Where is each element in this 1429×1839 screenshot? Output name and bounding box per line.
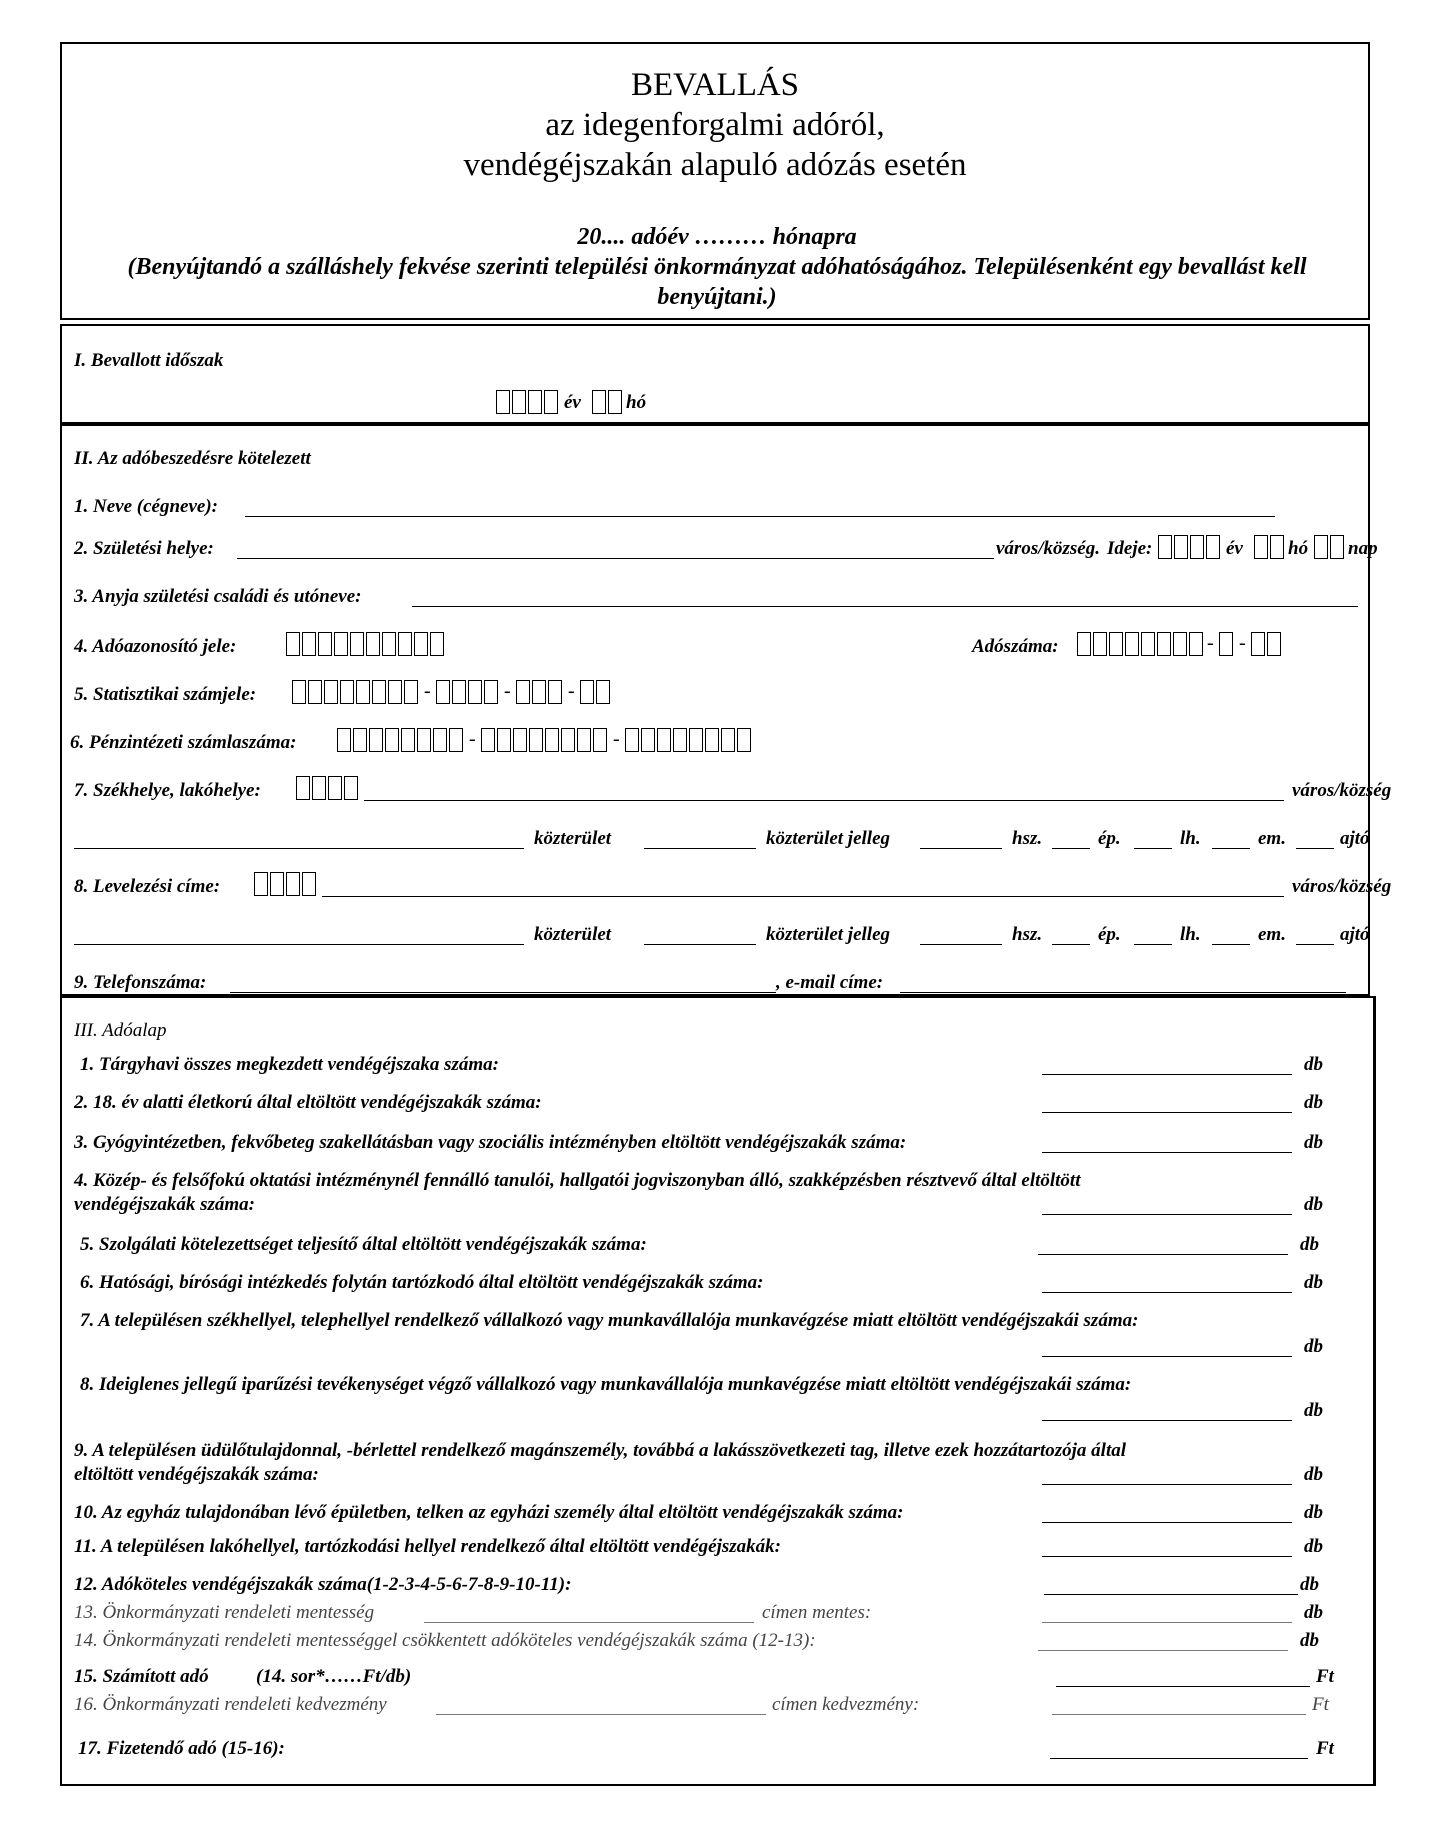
row-17-label: 17. Fizetendő adó (15-16): (78, 1738, 285, 1759)
row-8-field[interactable] (1042, 1420, 1292, 1421)
row-13-label: 13. Önkormányzati rendeleti mentesség (74, 1602, 375, 1623)
seat-building-field[interactable] (1052, 848, 1090, 849)
mother-name-field[interactable] (412, 606, 1358, 607)
row-13-label-suffix: címen mentes: (762, 1602, 872, 1623)
row-16-title-field[interactable] (436, 1714, 766, 1715)
row-10-field[interactable] (1042, 1522, 1292, 1523)
tax-number-boxes-2[interactable] (1219, 632, 1235, 658)
row-17-unit: Ft (1316, 1738, 1334, 1759)
tax-id-boxes[interactable] (286, 632, 446, 658)
email-field[interactable] (900, 992, 1346, 993)
row-12-unit: db (1300, 1574, 1319, 1595)
row-7-unit: db (1304, 1336, 1323, 1357)
mail-street-field[interactable] (74, 944, 524, 945)
row-8-label: 8. Ideiglenes jellegű iparűzési tevékenységet végző vállalkozó vagy munkavállalója munkavégzése miatt eltöltött vendégéjszakái száma: (80, 1374, 1132, 1395)
row-9-field[interactable] (1042, 1484, 1292, 1485)
email-label: , e-mail címe: (776, 972, 884, 993)
row-16-label: 16. Önkormányzati rendeleti kedvezmény (74, 1694, 387, 1715)
row-11-label: 11. A településen lakóhellyel, tartózkodási hellyel rendelkező által eltöltött vendégéjszakák: (74, 1536, 781, 1557)
mail-door-field[interactable] (1296, 944, 1334, 945)
row-15-label: 15. Számított adó (74, 1666, 209, 1687)
row-14-label: 14. Önkormányzati rendeleti mentességgel csökkentett adóköteles vendégéjszakák száma (12-13): (74, 1630, 816, 1651)
row-1-label: 1. Tárgyhavi összes megkezdett vendégéjszaka száma: (80, 1054, 500, 1075)
mother-name-label: 3. Anyja születési családi és utóneve: (74, 586, 362, 607)
row-16-unit: Ft (1312, 1694, 1329, 1715)
seat-stair-label: lh. (1180, 828, 1201, 849)
row-7-field[interactable] (1042, 1356, 1292, 1357)
mail-street-label: közterület (534, 924, 612, 945)
mail-door-label: ajtó (1340, 924, 1370, 945)
row-6-field[interactable] (1042, 1292, 1292, 1293)
row-3-unit: db (1304, 1132, 1323, 1153)
form-header (60, 42, 1370, 320)
tax-number-label: Adószáma: (972, 636, 1059, 657)
birthdate-label: Ideje: (1107, 538, 1153, 559)
row-10-label: 10. Az egyház tulajdonában lévő épületben, telken az egyházi személy által eltöltött vendégéjszakák száma: (74, 1502, 904, 1523)
birthplace-label: 2. Születési helye: (74, 538, 214, 559)
row-11-unit: db (1304, 1536, 1323, 1557)
row-9-unit: db (1304, 1464, 1323, 1485)
dash: - (469, 728, 476, 750)
birth-year-boxes[interactable] (1158, 535, 1222, 561)
mail-stair-label: lh. (1180, 924, 1201, 945)
row-3-field[interactable] (1042, 1152, 1292, 1153)
row-2-field[interactable] (1042, 1112, 1292, 1113)
birth-day-boxes[interactable] (1314, 535, 1346, 561)
mail-number-label: hsz. (1012, 924, 1043, 945)
seat-floor-label: em. (1258, 828, 1286, 849)
form-subtitle-1: az idegenforgalmi adóról, (545, 107, 885, 143)
section-tax-base (60, 996, 1376, 1786)
row-4-label-line1: 4. Közép- és felsőfokú oktatási intézménynél fennálló tanulói, hallgatói jogviszonyban álló, szakképzésben résztvevő által eltöltött (74, 1170, 1081, 1191)
seat-street-label: közterület (534, 828, 612, 849)
mail-building-label: ép. (1098, 924, 1121, 945)
row-16-label-suffix: címen kedvezmény: (772, 1694, 920, 1715)
row-6-label: 6. Hatósági, bírósági intézkedés folytán tartózkodó által eltöltött vendégéjszakák száma: (80, 1272, 764, 1293)
mail-zip-boxes[interactable] (254, 872, 318, 898)
year-label: év (564, 392, 581, 413)
row-17-field[interactable] (1050, 1758, 1308, 1759)
stat-code-boxes-1[interactable] (292, 680, 420, 706)
dash: - (1239, 632, 1246, 654)
seat-street-type-field[interactable] (644, 848, 756, 849)
dash: - (568, 680, 575, 702)
row-2-label: 2. 18. év alatti életkorú által eltöltött vendégéjszakák száma: (74, 1092, 542, 1113)
birthplace-city-label: város/község. (996, 538, 1100, 559)
row-13-field[interactable] (1042, 1622, 1292, 1623)
mail-street-type-label: közterület jelleg (766, 924, 891, 945)
seat-door-field[interactable] (1296, 848, 1334, 849)
seat-stair-field[interactable] (1134, 848, 1172, 849)
row-4-label-line2: vendégéjszakák száma: (74, 1194, 256, 1215)
stat-code-boxes-2[interactable] (436, 680, 500, 706)
row-2-unit: db (1304, 1092, 1323, 1113)
row-8-unit: db (1304, 1400, 1323, 1421)
row-6-unit: db (1304, 1272, 1323, 1293)
bank-account-boxes-1[interactable] (337, 728, 465, 754)
seat-number-label: hsz. (1012, 828, 1043, 849)
dash: - (613, 728, 620, 750)
seat-label: 7. Székhelye, lakóhelye: (74, 780, 261, 801)
tax-number-boxes-1[interactable] (1077, 632, 1205, 658)
bank-account-boxes-3[interactable] (625, 728, 753, 754)
mail-number-field[interactable] (920, 944, 1002, 945)
section-period-title: I. Bevallott időszak (74, 350, 224, 371)
section-taxpayer (60, 424, 1392, 996)
mail-street-type-field[interactable] (644, 944, 756, 945)
mail-floor-label: em. (1258, 924, 1286, 945)
seat-city-label: város/község (1292, 780, 1392, 801)
tax-number-boxes-3[interactable] (1251, 632, 1283, 658)
seat-door-label: ajtó (1340, 828, 1370, 849)
stat-code-boxes-4[interactable] (580, 680, 612, 706)
stat-code-boxes-3[interactable] (516, 680, 564, 706)
name-field[interactable] (245, 516, 1275, 517)
row-9-label-line2: eltöltött vendégéjszakák száma: (74, 1464, 319, 1485)
seat-floor-field[interactable] (1212, 848, 1250, 849)
period-month-boxes[interactable] (592, 390, 624, 416)
section-tax-base-title: III. Adóalap (74, 1020, 167, 1041)
tax-id-label: 4. Adóazonosító jele: (74, 636, 237, 657)
section-taxpayer-title: II. Az adóbeszedésre kötelezett (74, 448, 311, 469)
mail-city-label: város/község (1292, 876, 1392, 897)
row-4-unit: db (1304, 1194, 1323, 1215)
dash: - (1207, 632, 1214, 654)
row-16-field[interactable] (1052, 1714, 1306, 1715)
row-5-unit: db (1300, 1234, 1319, 1255)
mail-city-field[interactable] (322, 896, 1284, 897)
seat-number-field[interactable] (920, 848, 1002, 849)
row-15-field[interactable] (1056, 1686, 1310, 1687)
seat-street-type-label: közterület jelleg (766, 828, 891, 849)
row-13-title-field[interactable] (424, 1622, 754, 1623)
mail-address-label: 8. Levelezési címe: (74, 876, 221, 897)
row-14-unit: db (1300, 1630, 1319, 1651)
month-label: hó (626, 392, 647, 413)
form-period: 20.... adóév ……… hónapra (577, 224, 857, 250)
seat-zip-boxes[interactable] (296, 776, 360, 802)
form-subtitle-2: vendégéjszakán alapuló adózás esetén (463, 147, 967, 183)
birth-month-boxes[interactable] (1254, 535, 1286, 561)
seat-city-field[interactable] (364, 800, 1284, 801)
row-7-label: 7. A településen székhellyel, telephellyel rendelkező vállalkozó vagy munkavállalója munkavégzése miatt eltöltött vendégéjszakái száma: (80, 1310, 1139, 1331)
row-14-field[interactable] (1038, 1650, 1288, 1651)
row-13-unit: db (1304, 1602, 1323, 1623)
form-title: BEVALLÁS (630, 67, 800, 103)
row-12-label: 12. Adóköteles vendégéjszakák száma(1-2-3-4-5-6-7-8-9-10-11): (74, 1574, 572, 1595)
seat-building-label: ép. (1098, 828, 1121, 849)
dash: - (504, 680, 511, 702)
mail-stair-field[interactable] (1134, 944, 1172, 945)
mail-building-field[interactable] (1052, 944, 1090, 945)
row-11-field[interactable] (1042, 1556, 1292, 1557)
row-5-field[interactable] (1038, 1254, 1288, 1255)
birth-year-label: év (1226, 538, 1243, 559)
row-1-field[interactable] (1042, 1074, 1292, 1075)
row-10-unit: db (1304, 1502, 1323, 1523)
mail-floor-field[interactable] (1212, 944, 1250, 945)
row-15-unit: Ft (1316, 1666, 1334, 1687)
seat-street-field[interactable] (74, 848, 524, 849)
period-year-boxes[interactable] (496, 390, 560, 416)
phone-field[interactable] (230, 992, 776, 993)
row-3-label: 3. Gyógyintézetben, fekvőbeteg szakellátásban vagy szociális intézményben eltöltött vendégéjszakák száma: (74, 1132, 907, 1153)
row-1-unit: db (1304, 1054, 1323, 1075)
row-5-label: 5. Szolgálati kötelezettséget teljesítő által eltöltött vendégéjszakák száma: (80, 1234, 647, 1255)
dash: - (424, 680, 431, 702)
section-period (60, 324, 1370, 424)
birthplace-field[interactable] (237, 558, 994, 559)
birth-day-label: nap (1348, 538, 1378, 559)
bank-account-label: 6. Pénzintézeti számlaszáma: (70, 732, 297, 753)
phone-label: 9. Telefonszáma: (74, 972, 207, 993)
row-4-field[interactable] (1042, 1214, 1292, 1215)
stat-code-label: 5. Statisztikai számjele: (74, 684, 257, 705)
row-12-field[interactable] (1044, 1594, 1298, 1595)
name-label: 1. Neve (cégneve): (74, 496, 218, 517)
birth-month-label: hó (1288, 538, 1309, 559)
form-note: (Benyújtandó a szálláshely fekvése szerinti települési önkormányzat adóhatóságához. Településenként egy bevallást kell benyújtani.) (127, 254, 1307, 310)
row-15-formula: (14. sor*……Ft/db) (256, 1666, 412, 1687)
row-9-label-line1: 9. A településen üdülőtulajdonnal, -bérlettel rendelkező magánszemély, továbbá a lakásszövetkezeti tag, illetve ezek hozzátartozója által (74, 1440, 1127, 1461)
bank-account-boxes-2[interactable] (481, 728, 609, 754)
